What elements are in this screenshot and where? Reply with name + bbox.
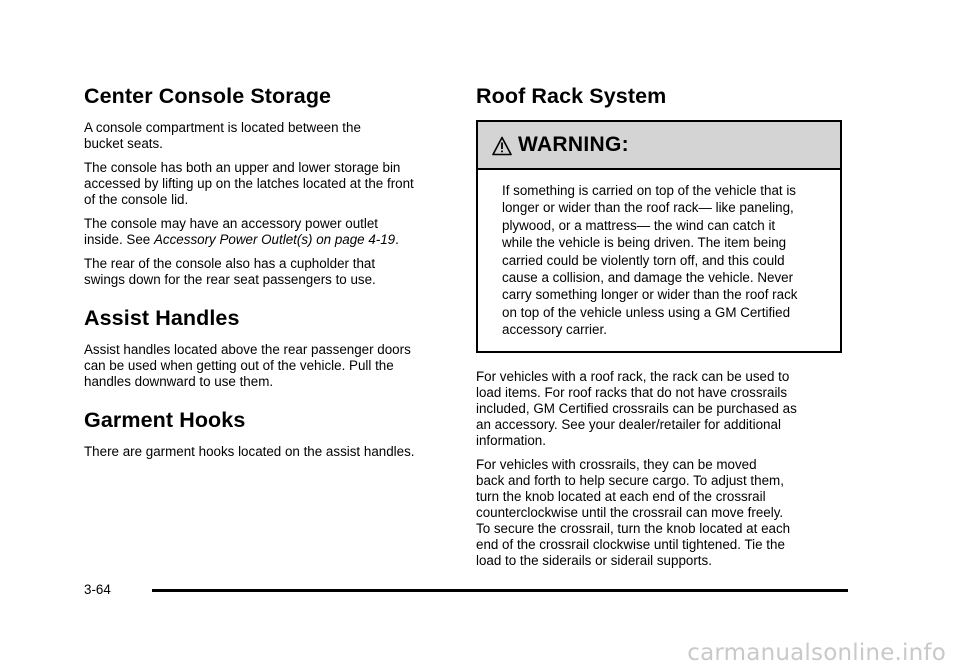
right-column: [476, 84, 842, 577]
warning-title: WARNING:: [518, 133, 629, 156]
assist-handles-paragraph: Assist handles located above the rear passenger doors can be used when getting out of the vehicle. Pull the handles downward to use them.: [84, 342, 411, 389]
warning-text: If something is carried on top of the vehicle that is longer or wider than the roof rack— like paneling, plywood, or a mattress— the wind can catch it while the vehicle is being driven. The item being carried could be violently torn off, and this could cause a collision, and damage the vehicle. Never carry something longer or wider than the roof rack on top of the vehicle unless using a GM Certified accessory carrier.: [502, 183, 798, 338]
center-console-section: [84, 84, 454, 288]
warning-header: [478, 122, 840, 170]
roof-rack-paragraph-1: For vehicles with a roof rack, the rack can be used to load items. For roof racks that do not have crossrails included, GM Certified crossrails can be purchased as an accessory. See your dealer/retailer for additional information.: [476, 368, 797, 448]
center-console-paragraph-4: The rear of the console also has a cupholder that swings down for the rear seat passengers to use.: [84, 256, 376, 287]
left-column: [84, 84, 454, 468]
warning-box: [476, 120, 842, 353]
center-console-paragraph-3-text: The console may have an accessory power outlet inside. See: [84, 216, 379, 247]
footer-rule: [152, 589, 848, 592]
center-console-paragraph-2: The console has both an upper and lower storage bin accessed by lifting up on the latches located at the front of the console lid.: [84, 160, 414, 207]
accessory-power-outlet-link[interactable]: Accessory Power Outlet(s) on page 4-19: [153, 232, 396, 247]
garment-hooks-paragraph: There are garment hooks located on the assist handles.: [84, 444, 415, 459]
roof-rack-heading: Roof Rack System: [476, 84, 667, 108]
roof-rack-section: [476, 84, 842, 569]
assist-handles-heading: Assist Handles: [84, 306, 240, 330]
warning-triangle-icon: [492, 136, 512, 156]
page-number: 3-64: [84, 582, 111, 597]
center-console-paragraph-1: A console compartment is located between the bucket seats.: [84, 120, 361, 151]
garment-hooks-section: [84, 408, 454, 460]
center-console-paragraph-3: [84, 216, 454, 248]
watermark: carmanualsonline.info: [687, 640, 946, 666]
garment-hooks-heading: Garment Hooks: [84, 408, 246, 432]
assist-handles-section: [84, 306, 454, 390]
page-footer: [84, 582, 848, 602]
warning-body: [478, 170, 840, 351]
center-console-paragraph-3-end: .: [395, 232, 399, 247]
center-console-heading: Center Console Storage: [84, 84, 332, 108]
roof-rack-paragraph-2: For vehicles with crossrails, they can be moved back and forth to help secure cargo. To adjust them, turn the knob located at each end of the crossrail counterclockwise until the crossrail can move freely. To secure the crossrail, turn the knob located at each end of the crossrail clockwise until tightened. Tie the load to the siderails or siderail supports.: [476, 456, 791, 568]
